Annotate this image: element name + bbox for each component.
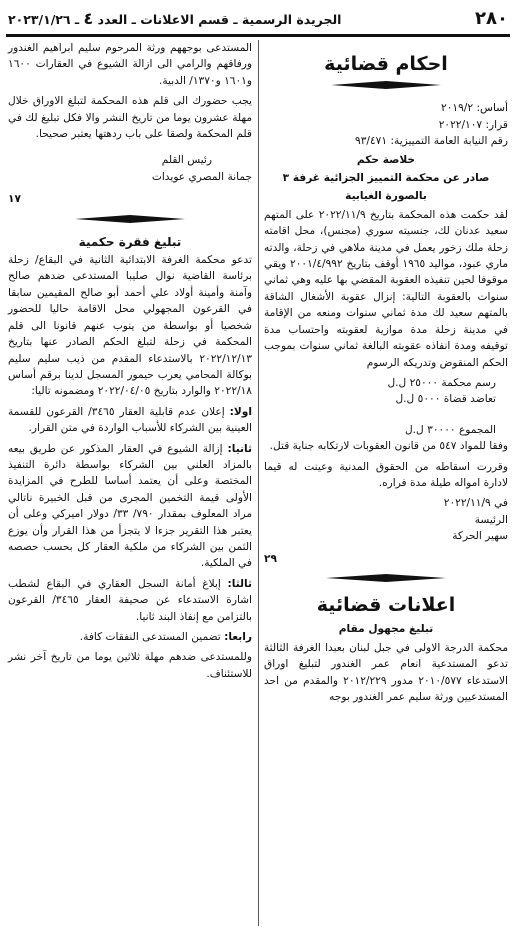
ornament-divider-icon (331, 80, 441, 90)
fee-line: تعاضد قضاة ٥٠٠٠ ل.ل (395, 393, 496, 406)
item-text: إعلان عدم قابلية العقار ٣٤٦٥/ القرعون للقسمة العينية بين الشركاء للأسباب الواردة في متن القرار. (8, 405, 252, 435)
header-issue: ٤ (83, 8, 94, 28)
sign-date: في ٢٠٢٢/١١/٩ (443, 497, 508, 510)
fee-line: رسم محكمة ٢٥٠٠٠ ل.ل (387, 376, 496, 389)
sign-title: رئيس القلم (161, 154, 212, 167)
intro-para: المستدعى بوجههم ورثة المرحوم سليم ابراهيم الغندور ورفاقهم والرامي الى ازالة الشيوع في العقارات ١٦٠٠ و١٦٠١ و١٣٧٠/ الدبية. (8, 42, 252, 87)
item-text: إبلاغ أمانة السجل العقاري في البقاع لشطب اشارة الاستدعاء عن صحيفة العقار ٣٤٦٥/ القرعون بالتزامن مع إنفاذ البند ثانيا. (8, 577, 252, 623)
sign-name: سهير الحركة (452, 530, 508, 543)
item-label: اولا: (229, 405, 252, 418)
meta-line: رقم النيابة العامة التمييزية: ٩٣/٤٧١ (355, 135, 508, 148)
judgment-para: وقررت اسقاطه من الحقوق المدنية وعينت له قيما لادارة امواله طيلة مدة فراره. (264, 460, 508, 489)
verdict-body: تدعو محكمة الغرفة الابتدائية الثانية في البقاع/ زحلة برئاسة القاضية نوال صليبا المستدعى ضدهم صالح وآمنة وأمينة أولاد علي أحمد أبو صالح المقيمين سابقا في القرعون المجهولي محل الاقامة حاليا للحضور شخصيا أو بواسطة من ينوب عنهم قانونا الى قلم المحكمة في زحلة لتبلغ الحكم الصادر عنها بتاريخ ٢٠٢٢/١٢/١٣ بالاستدعاء المقدم من ذيب سليم سليم بوكالة المحامي يعرب حيمور المسجل لدينا برقم أساس ٢٠٢٢/١٨ والوارد بتاريخ ٢٠٢٢/٠٤/٠٥ ومضمونه تاليا: (8, 254, 252, 398)
left-column (8, 40, 252, 686)
request-para: يجب حضورك الى قلم هذه المحكمة لتبلغ الاوراق خلال مهلة عشرون يوما من تاريخ النشر والا فكل تبليغ لك في قلم المحكمة ولصقا على باب ردهتها يعتبر صحيحا. (8, 95, 252, 141)
item-label: ثالثا: (227, 577, 252, 590)
closing-para: وللمستدعى ضدهم مهلة ثلاثين يوما من تاريخ آخر نشر للاستئناف. (8, 651, 252, 680)
ornament-divider-icon (75, 214, 185, 224)
ornament-divider-icon (326, 573, 446, 583)
court-line: صادر عن محكمة التمييز الجزائية غرفة ٣ (282, 172, 490, 185)
notice-body: محكمة الدرجة الاولى في جبل لبنان بعبدا الغرفة الثالثة تدعو المستدعية انعام عمر الغندور لتبليغ اوراق الاستدعاء ٢٠١٠/٥٧٧ مدور ٢٠١٢/٢٢٩ والمقدم من احد المستدعيين ورثة سليم عمر الغندور بوجه (264, 641, 508, 703)
verdict-item (8, 629, 252, 645)
sign-title: الرئيسة (474, 513, 508, 526)
judgment-body: لقد حكمت هذه المحكمة بتاريخ ٢٠٢٢/١١/٩ على المتهم سعيد عدنان لك، جنسيته سوري (مجنس)، محل اقامته زحلة ملك زخور يعمل في مدينة ملاهي في زحلة، والدته ماري عبود، مواليد ١٩٦٥ أوقف بتاريخ ٢٠٠١/٤/٩٩٢ ويقي موقوفا لحين تنفيذه العقوبة المقضي بها عليه وهي ثماني سنوات بالعقوبة التالية: إنزال عقوبة الأشغال الشاقة بالمتهم سعيد لك مدة ثماني سنوات ومنعه من الإقامة في مدينة زحلة مدة موازية لعقوبته واحتساب مدة توقيفه ومدة انفاذه عقوبته البالغة ثماني سنوات بموجب الحكم المنقوض وتدريكه الرسوم (264, 208, 508, 369)
page-number: ٢٨٠ (475, 7, 508, 29)
fee-total: المجموع ٣٠٠٠٠ ل.ل (404, 423, 496, 436)
header-title: الجريدة الرسمية ـ قسم الاعلانات ـ العدد (97, 11, 342, 27)
item-label: ثانيا: (227, 442, 252, 455)
court-line: بالصورة الغيابية (345, 190, 427, 203)
item-text: تضمين المستدعى النفقات كافة. (79, 631, 221, 643)
header-title-block (8, 9, 341, 28)
verdict-item (8, 404, 252, 437)
header-date: ـ ٢٠٢٣/١/٢٦ (8, 11, 80, 27)
sign-name: جمانة المصري عويدات (151, 170, 252, 183)
summary-title: خلاصة حكم (356, 153, 416, 166)
section-title-verdict: تبليغ فقرة حكمية (78, 234, 182, 249)
header-rule (6, 34, 510, 37)
section-title-judgments: احكام قضائية (324, 53, 448, 75)
notice-title: تبليغ مجهول مقام (338, 623, 434, 636)
item-label: رابعا: (224, 631, 252, 643)
section-title-announcements: اعلانات قضائية (316, 593, 456, 616)
meta-line: قرار: ٢٠٢٢/١٠٧ (438, 118, 508, 131)
item-text: إزالة الشيوع في العقار المذكور عن طريق بيعه بالمزاد العلني بين الشركاء بواسطة دائرة التنفيذ المختصة وعلى أن يعتمد أساسا للطرح في المزايدة الأولى قيمة التخمين المجرى من قبل الخبيرة ناتالي مراد المعلوف بمقدار ٧٩٠/ ٣٣/ دولار اميركي وعلى أن يعتبر هذا التقرير جزءا لا يتجزأ من هذا القرار وأن يوزع الثمن بين الشركاء من ملكية العقار كل بحسب حصصه في الملكية. (8, 442, 253, 570)
verdict-item (8, 441, 252, 572)
column-divider (258, 40, 259, 926)
entry-number: ١٧ (8, 193, 21, 206)
right-column (264, 42, 508, 709)
meta-line: أساس: ٢٠١٩/٢ (441, 102, 508, 115)
entry-number: ٢٩ (264, 552, 277, 565)
verdict-item (8, 576, 252, 625)
judgment-para: وفقا للمواد ٥٤٧ من قانون العقوبات لارتكابه جناية قتل. (269, 440, 508, 453)
page-header (8, 6, 508, 30)
